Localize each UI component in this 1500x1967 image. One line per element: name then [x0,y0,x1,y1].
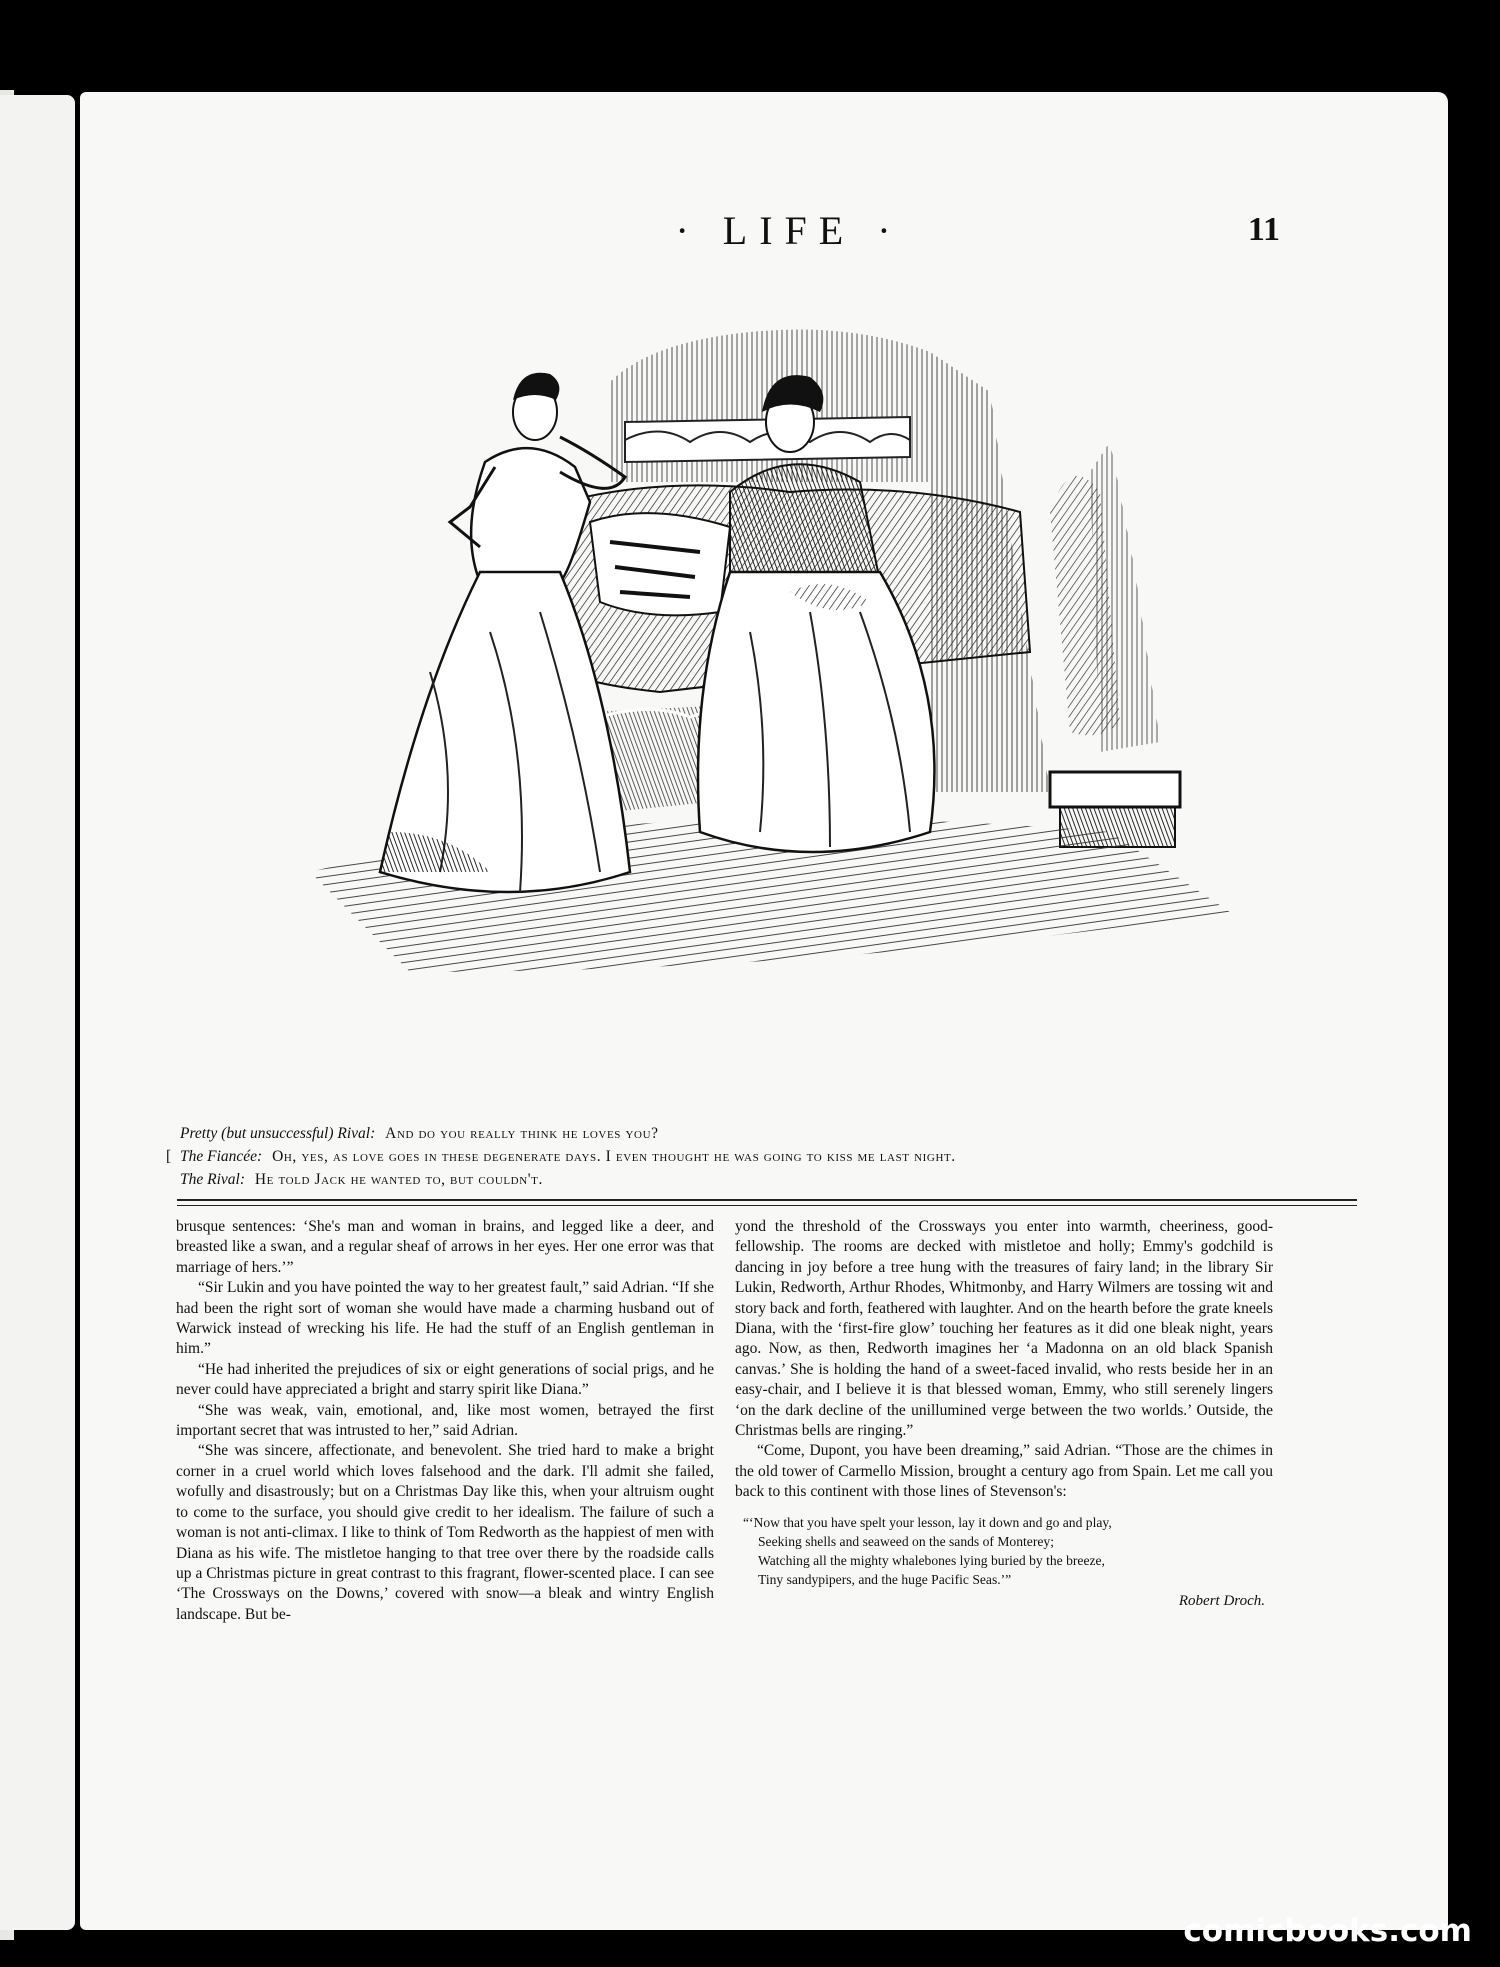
caption-text: He told Jack he wanted to, but couldn't. [254,1171,543,1188]
paragraph: “Come, Dupont, you have been dreaming,” said Adrian. “Those are the chimes in the old tower of Carmello Mission, brought a century ago from Spain. Let me call you back to this continent with those lines of Stevenson's: [735,1442,1273,1501]
page-number: 11 [1247,211,1280,248]
illustration-caption [166,1122,1330,1191]
caption-text: And do you really think he loves you? [385,1125,659,1142]
watermark: comicbooks.com [1183,1913,1472,1949]
article-left-column [176,1217,714,1625]
poem-line: “‘Now that you have spelt your lesson, lay it down and go and play, [743,1514,1112,1530]
section-rule [177,1205,1357,1206]
caption-speaker: The Fiancée: [180,1148,263,1165]
poem-line: Tiny sandypipers, and the huge Pacific Seas.’” [758,1571,1012,1587]
poem-line: Seeking shells and seaweed on the sands of Monterey; [758,1533,1054,1549]
caption-speaker: The Rival: [180,1171,245,1188]
paragraph: “She was weak, vain, emotional, and, like most women, betrayed the first important secret that was intrusted to her,” said Adrian. [176,1401,714,1440]
paragraph: “Sir Lukin and you have pointed the way to her greatest fault,” said Adrian. “If she had been the right sort of woman she would have made a charming husband out of Warwick instead of wrecking his life. He had the stuff of an English gentleman in him.” [176,1279,714,1358]
caption-line [180,1168,1330,1191]
paragraph: yond the threshold of the Crossways you enter into warmth, cheeriness, good-fellowship. The rooms are decked with mistletoe and holly; Emmy's godchild is dancing in joy before a tree hung with the treasures of fairy land; in the library Sir Lukin, Redworth, Arthur Rhodes, Whitmonby, and Harry Wilmers are tossing wit and story back and forth, feathered with laughter. And on the hearth before the grate kneels Diana, with the ‘first-fire glow’ touching her features as it did one bleak night, years ago. Now, as then, Redworth imagines her ‘a Madonna on an old black Spanish canvas.’ She is holding the hand of a sweet-faced invalid, who rests beside her in an easy-chair, and I believe it is that blessed woman, Emmy, who still serenely lingers ‘on the dark decline of the unillumined verge between the two worlds.’ Outside, the Christmas bells are ringing.” [735,1218,1273,1440]
paragraph: “She was sincere, affectionate, and benevolent. She tried hard to make a bright corner in a cruel world which loves falsehood and the dark. I'll admit she failed, wofully and disastrously; but on a Christmas Day like this, when your altruism ought to come to the surface, you should give credit to her idealism. The failure of such a woman is not anti-climax. I like to think of Tom Redworth as the happiest of men with Diana as his wife. The mistletoe hanging to that tree over there by the roadside calls up a Christmas picture in great contrast to this fragrant, flower-scented place. I can see ‘The Crossways on the Downs,’ covered with snow—a bleak and wintry English landscape. But be- [176,1442,714,1623]
article-right-column [735,1217,1273,1611]
adjacent-page-edge [0,95,75,1930]
caption-line [180,1122,1330,1145]
illustration-image [230,272,1290,992]
poem-line: Watching all the mighty whalebones lying buried by the breeze, [758,1552,1105,1568]
poem-quotation [743,1513,1273,1589]
caption-line [166,1145,1330,1168]
masthead-title: · LIFE · [675,208,903,253]
caption-speaker: Pretty (but unsuccessful) Rival: [180,1125,376,1142]
margin-mark: [ [166,1148,172,1165]
paragraph: “He had inherited the prejudices of six or eight generations of social prigs, and he never could have appreciated a bright and starry spirit like Diana.” [176,1360,714,1399]
magazine-page [80,92,1448,1930]
caption-text: Oh, yes, as love goes in these degenerate days. I even thought he was going to kiss me last night. [272,1148,956,1165]
section-rule [177,1199,1357,1201]
author-signature: Robert Droch. [1178,1592,1265,1609]
paragraph: brusque sentences: ‘She's man and woman in brains, and legged like a deer, and breasted like a swan, and a regular sheaf of arrows in her eyes. Her one error was that marriage of hers.’” [176,1218,714,1276]
